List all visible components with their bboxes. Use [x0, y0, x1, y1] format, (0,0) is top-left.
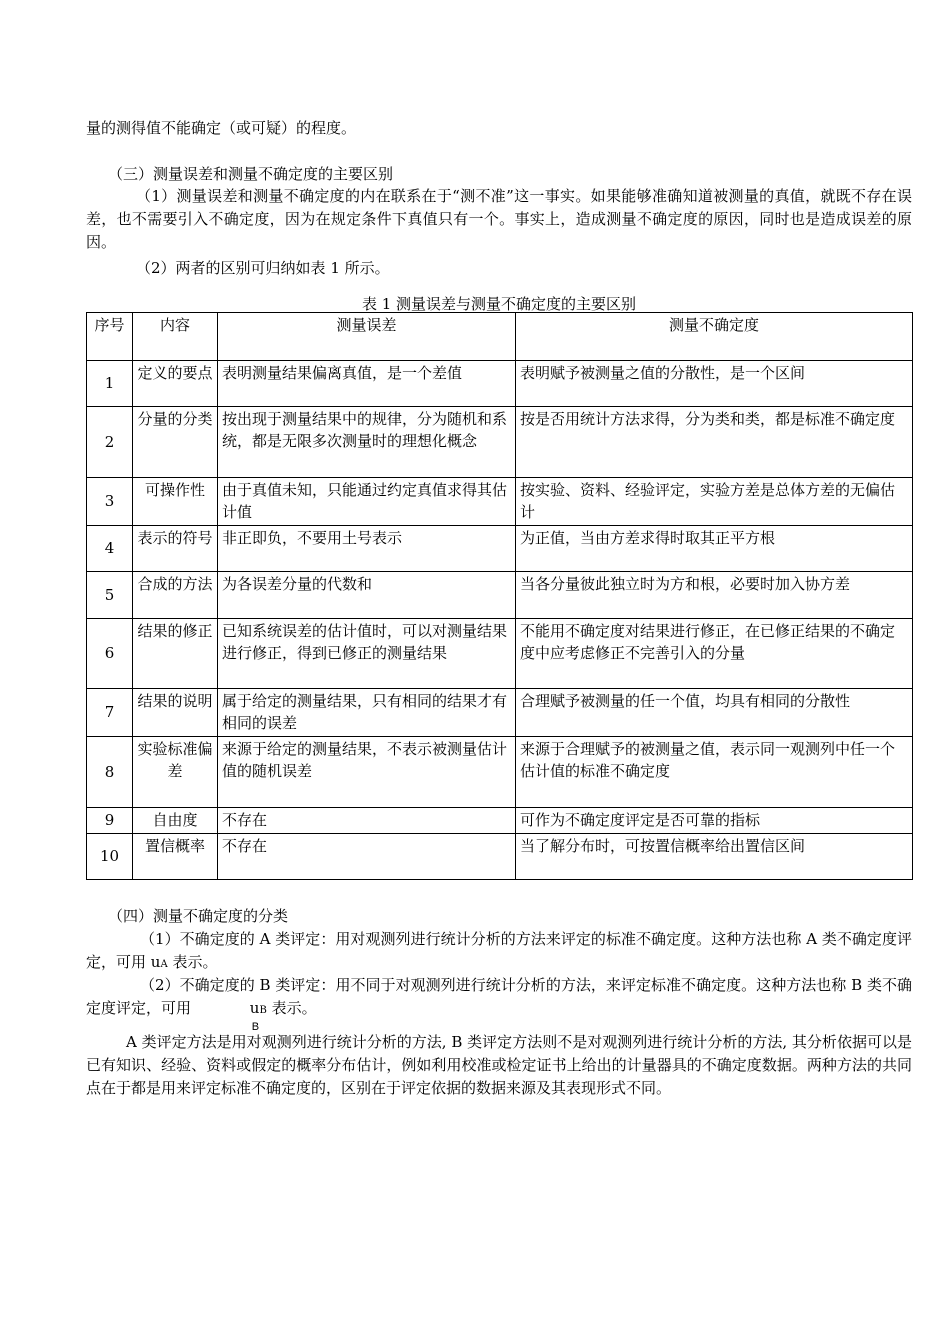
row-error-text: 不存在 — [218, 808, 516, 834]
row-uncertainty-text: 当各分量彼此独立时为方和根，必要时加入协方差 — [516, 572, 913, 619]
row-uncertainty-text: 表明赋予被测量之值的分散性，是一个区间 — [516, 361, 913, 407]
floating-subscript-B: B — [251, 1021, 260, 1033]
row-number: 9 — [87, 808, 133, 834]
header-item: 内容 — [133, 313, 218, 361]
symbol-uA-subscript: A — [160, 959, 168, 970]
table-row — [87, 834, 913, 880]
row-error-text: 由于真值未知，只能通过约定真值求得其估计值 — [218, 478, 516, 526]
section4-paragraph-3: A 类评定方法是用对观测列进行统计分析的方法, B 类评定方法则不是对观测列进行统计分析的方法, 其分析依据可以是已有知识、经验、资料或假定的概率分布估计，例如利用校准或检定证书上给出的计量器具的不确定度数据。两种方法的共同点在于都是用来评定标准不确定度的，区别在于评定依据的数据来源及其表现形式不同。 — [86, 1033, 912, 1097]
section4-paragraph-1 — [86, 928, 912, 976]
table-row — [87, 689, 913, 737]
symbol-uA: u — [150, 953, 161, 971]
intro-tail-text: 量的测得值不能确定（或可疑）的程度。 — [86, 119, 357, 137]
row-uncertainty-text: 为正值，当由方差求得时取其正平方根 — [516, 526, 913, 572]
row-item: 可操作性 — [133, 478, 218, 526]
table-row — [87, 808, 913, 834]
section4-heading: （四）测量不确定度的分类 — [108, 907, 289, 925]
row-error-text: 属于给定的测量结果，只有相同的结果才有相同的误差 — [218, 689, 516, 737]
row-error-text: 为各误差分量的代数和 — [218, 572, 516, 619]
table-row — [87, 737, 913, 808]
row-item: 实验标准偏差 — [133, 737, 218, 808]
row-number: 10 — [87, 834, 133, 880]
row-error-text: 按出现于测量结果中的规律，分为随机和系统，都是无限多次测量时的理想化概念 — [218, 407, 516, 478]
section4-p1-text: （1）不确定度的 A 类评定：用对观测列进行统计分析的方法来评定的标准不确定度。这种方法也称 A 类不确定度评定，可用 — [86, 930, 912, 971]
comparison-table — [86, 312, 913, 880]
symbol-uB: u — [249, 999, 260, 1017]
row-uncertainty-text: 按是否用统计方法求得，分为类和类，都是标准不确定度 — [516, 407, 913, 478]
header-uncertainty: 测量不确定度 — [516, 313, 913, 361]
row-error-text: 来源于给定的测量结果，不表示被测量估计值的随机误差 — [218, 737, 516, 808]
row-uncertainty-text: 可作为不确定度评定是否可靠的指标 — [516, 808, 913, 834]
row-uncertainty-text: 来源于合理赋予的被测量之值，表示同一观测列中任一个估计值的标准不确定度 — [516, 737, 913, 808]
row-number: 4 — [87, 526, 133, 572]
row-item: 分量的分类 — [133, 407, 218, 478]
header-error: 测量误差 — [218, 313, 516, 361]
header-no: 序号 — [87, 313, 133, 361]
table-header-row — [87, 313, 913, 361]
row-item: 合成的方法 — [133, 572, 218, 619]
row-item: 结果的说明 — [133, 689, 218, 737]
section4-p1-tail: 表示。 — [167, 953, 218, 971]
row-number: 1 — [87, 361, 133, 407]
row-uncertainty-text: 不能用不确定度对结果进行修正，在已修正结果的不确定度中应考虑修正不完善引入的分量 — [516, 619, 913, 689]
section4-p2-tail: 表示。 — [266, 999, 317, 1017]
table-row — [87, 407, 913, 478]
section4-paragraph-2 — [86, 974, 912, 1033]
row-item: 定义的要点 — [133, 361, 218, 407]
table-row — [87, 526, 913, 572]
row-error-text: 非正即负，不要用土号表示 — [218, 526, 516, 572]
row-uncertainty-text: 合理赋予被测量的任一个值，均具有相同的分散性 — [516, 689, 913, 737]
row-number: 5 — [87, 572, 133, 619]
table-row — [87, 619, 913, 689]
row-number: 2 — [87, 407, 133, 478]
section3-paragraph-1: （1）测量误差和测量不确定度的内在联系在于“测不准”这一事实。如果能够准确知道被测量的真值，就既不存在误差，也不需要引入不确定度，因为在规定条件下真值只有一个。事实上，造成测量不确定度的原因，同时也是造成误差的原因。 — [86, 187, 912, 251]
row-item: 自由度 — [133, 808, 218, 834]
row-number: 3 — [87, 478, 133, 526]
row-error-text: 已知系统误差的估计值时，可以对测量结果进行修正，得到已修正的测量结果 — [218, 619, 516, 689]
row-number: 8 — [87, 737, 133, 808]
row-uncertainty-text: 按实验、资料、经验评定，实验方差是总体方差的无偏估计 — [516, 478, 913, 526]
section3-heading: （三）测量误差和测量不确定度的主要区别 — [108, 165, 394, 183]
section3-paragraph-2: （2）两者的区别可归纳如表 1 所示。 — [136, 259, 390, 277]
row-number: 6 — [87, 619, 133, 689]
row-error-text: 不存在 — [218, 834, 516, 880]
table-row — [87, 361, 913, 407]
table-row — [87, 572, 913, 619]
row-number: 7 — [87, 689, 133, 737]
table-row — [87, 478, 913, 526]
section4-p2-text: （2）不确定度的 B 类评定：用不同于对观测列进行统计分析的方法，来评定标准不确定度。这种方法也称 B 类不确定度评定，可用 — [86, 976, 912, 1017]
table-caption: 表 1 测量误差与测量不确定度的主要区别 — [361, 295, 637, 313]
row-item: 置信概率 — [133, 834, 218, 880]
symbol-uB-subscript: B — [259, 1005, 267, 1016]
row-item: 表示的符号 — [133, 526, 218, 572]
row-uncertainty-text: 当了解分布时，可按置信概率给出置信区间 — [516, 834, 913, 880]
row-error-text: 表明测量结果偏离真值，是一个差值 — [218, 361, 516, 407]
row-item: 结果的修正 — [133, 619, 218, 689]
